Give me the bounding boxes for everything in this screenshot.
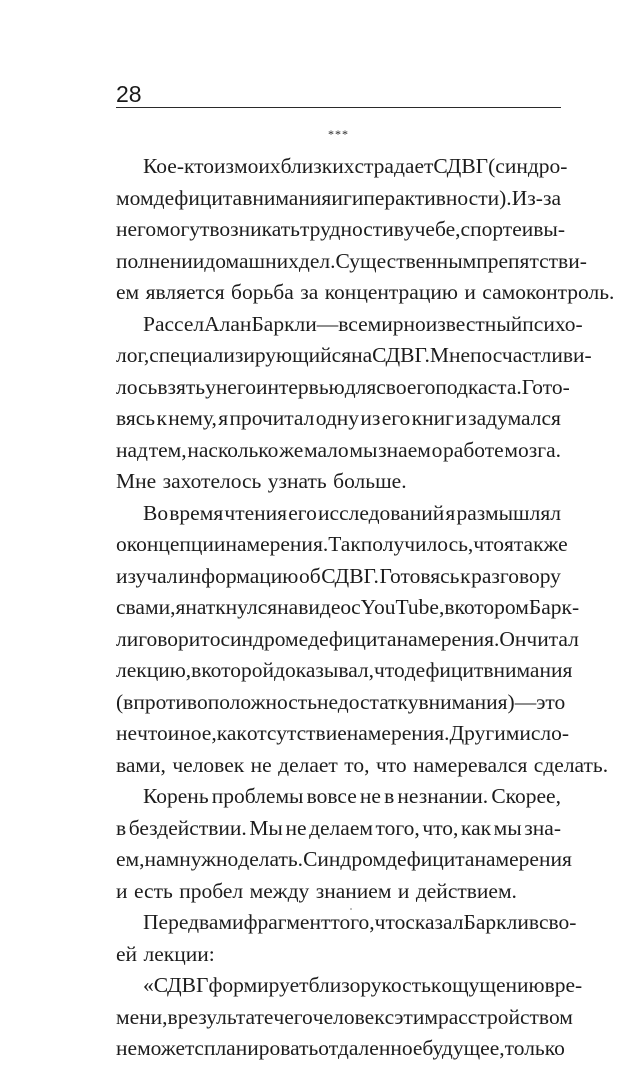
word: этим <box>394 1004 438 1029</box>
word: мало <box>303 437 349 462</box>
word: знанием <box>315 878 392 903</box>
word: него <box>116 217 157 241</box>
word: над <box>116 437 148 462</box>
text-line <box>116 529 568 561</box>
word: Барк- <box>528 595 580 619</box>
word: дефицита <box>153 185 243 210</box>
word: взять <box>157 374 206 399</box>
word: моих <box>234 154 281 178</box>
text-line <box>116 876 561 908</box>
word: в <box>444 595 455 619</box>
word: того, <box>330 910 375 934</box>
word: с <box>116 595 126 619</box>
text-line <box>116 750 609 782</box>
word: захотелось <box>162 469 262 493</box>
word: проблемы <box>211 784 304 808</box>
word: говорит <box>138 626 210 651</box>
word: ощущению <box>441 973 545 997</box>
word: делать. <box>238 847 304 871</box>
word: видео <box>298 595 352 619</box>
word: Другими <box>449 721 531 745</box>
word: его <box>381 406 411 430</box>
word: намеревался <box>413 752 528 777</box>
header-rule <box>116 107 561 108</box>
text-line <box>116 1002 573 1034</box>
word: на <box>351 343 373 367</box>
text-line <box>116 781 561 813</box>
word: YouTube, <box>360 595 445 619</box>
word: я <box>445 500 456 525</box>
word: лекцию, <box>116 658 192 682</box>
word: для <box>344 374 377 399</box>
word: Мы <box>249 815 283 840</box>
word: исследований <box>318 500 445 525</box>
word: из <box>214 154 235 178</box>
word: Во <box>143 500 169 525</box>
word: о <box>431 437 443 462</box>
word: «СДВГ <box>143 973 209 997</box>
word: лось <box>116 374 158 399</box>
word: Скорее, <box>491 784 561 808</box>
word: (в <box>116 689 134 714</box>
word: не <box>116 721 138 745</box>
word: лог, <box>116 343 150 367</box>
word: концепции <box>126 532 226 556</box>
word: пробел <box>179 878 244 903</box>
word: Синдром <box>303 847 387 871</box>
word: из <box>360 406 381 430</box>
word: специализирующийся <box>149 343 352 367</box>
word: котором <box>454 595 529 619</box>
word: подкаста. <box>435 374 522 399</box>
word: чтения <box>224 500 288 525</box>
word: чего <box>273 1004 313 1029</box>
word: я <box>175 595 186 619</box>
word: вре- <box>544 973 583 997</box>
word: будущее, <box>422 1036 505 1060</box>
word: намерения. <box>225 532 329 556</box>
word: доказывал, <box>274 658 375 682</box>
word: и <box>397 878 410 903</box>
word: к <box>430 973 442 997</box>
word: что <box>137 721 168 745</box>
text-line <box>116 624 579 656</box>
word: делает <box>278 752 338 777</box>
word: Рассел <box>143 311 205 336</box>
word: Баркли <box>251 311 317 336</box>
word: противоположность <box>133 689 317 714</box>
word: всемирно <box>338 311 426 336</box>
text-line <box>116 309 583 341</box>
word: недостатку <box>317 689 419 714</box>
word: мы <box>493 815 522 840</box>
word: Он <box>499 626 527 651</box>
text-line <box>116 970 583 1002</box>
word: ей <box>116 941 138 966</box>
word: человек <box>172 752 245 777</box>
word: расстройством <box>437 1004 573 1029</box>
word: размышлял <box>456 500 561 525</box>
word: — <box>316 311 339 336</box>
word: Так <box>328 532 361 556</box>
word: его <box>288 500 317 525</box>
word: что <box>374 910 406 934</box>
text-line <box>116 183 561 215</box>
word: отдаленное <box>318 1036 423 1060</box>
word: между <box>249 878 310 903</box>
text-line <box>116 277 615 309</box>
word: вами <box>199 910 244 934</box>
word: синдроме <box>220 626 309 651</box>
word: как <box>216 721 247 745</box>
word: об <box>298 563 321 588</box>
word: же <box>279 437 304 462</box>
text-line <box>116 1033 565 1065</box>
word: книг <box>411 406 454 430</box>
word: дефицита <box>308 626 397 651</box>
text-line <box>116 718 570 750</box>
word: своего <box>376 374 436 399</box>
word: иное, <box>167 721 217 745</box>
word: только <box>504 1036 565 1060</box>
word: страдает <box>354 154 434 178</box>
word: ем, <box>116 847 145 871</box>
word: на <box>277 595 299 619</box>
word: интервью <box>255 374 345 399</box>
word: у <box>205 374 216 399</box>
word: фрагмент <box>243 910 331 934</box>
text-line <box>116 561 561 593</box>
text-line <box>116 246 587 278</box>
word: мом <box>116 185 154 210</box>
word: что, <box>422 815 459 840</box>
word: как <box>461 815 492 840</box>
word: Мне <box>116 469 157 493</box>
text-line <box>116 939 561 971</box>
word: также <box>513 532 568 556</box>
word: намерения. <box>396 626 500 651</box>
word: сделать. <box>533 752 609 777</box>
word: я <box>504 532 514 556</box>
scan-speck <box>350 908 352 910</box>
word: вовсе <box>306 784 357 808</box>
word: дефицита <box>386 847 475 871</box>
word: в <box>167 1004 178 1029</box>
word: узнать <box>267 469 327 493</box>
word: и <box>331 185 343 210</box>
word: информацию <box>178 563 299 588</box>
word: — <box>514 689 537 714</box>
word: то, <box>344 752 370 777</box>
word: нужно <box>179 847 239 871</box>
word: знаем <box>378 437 431 462</box>
word: Существенным <box>335 248 477 273</box>
word: задумался <box>468 406 561 430</box>
word: Готовясь <box>379 563 460 588</box>
word: с <box>351 595 361 619</box>
text-line <box>116 844 572 876</box>
word: внимания <box>483 658 573 682</box>
word: и <box>116 878 128 903</box>
text-line <box>116 403 561 435</box>
word: человек <box>312 1004 385 1029</box>
word: результате <box>177 1004 274 1029</box>
word: сло- <box>530 721 570 745</box>
word: (синдро- <box>488 154 568 178</box>
word: и <box>521 217 534 241</box>
text-line <box>116 907 577 939</box>
word: внимания) <box>418 689 515 714</box>
word: препятстви- <box>476 248 587 273</box>
word: Перед <box>143 910 200 934</box>
word: прочитал <box>229 406 315 430</box>
word: и <box>464 280 476 304</box>
word: отсутствие <box>246 721 347 745</box>
word: не <box>116 1036 138 1060</box>
word: Из-за <box>511 185 561 210</box>
word: борьба <box>231 280 294 304</box>
word: работе <box>443 437 504 462</box>
word: гиперактивности). <box>343 185 512 210</box>
word: не <box>250 752 272 777</box>
word: это <box>536 689 566 714</box>
word: ем <box>116 280 140 304</box>
word: спорте <box>460 217 522 241</box>
word: Корень <box>143 784 209 808</box>
word: близорукость <box>308 973 431 997</box>
word: изучал <box>116 563 178 588</box>
word: близких <box>280 154 355 178</box>
word: в <box>393 217 404 241</box>
word: спланировать <box>194 1036 319 1060</box>
word: сво- <box>539 910 577 934</box>
text-line <box>116 340 592 372</box>
word: Баркли <box>463 910 529 934</box>
word: что <box>375 752 407 777</box>
page-number: 28 <box>116 81 142 107</box>
word: вами, <box>125 595 176 619</box>
word: внимания <box>242 185 332 210</box>
word: тем, <box>148 437 187 462</box>
word: есть <box>133 878 173 903</box>
word: психо- <box>522 311 583 336</box>
word: дел. <box>298 248 336 273</box>
word: в <box>116 815 127 840</box>
word: посчастливи- <box>470 343 592 367</box>
word: полнении <box>116 248 205 273</box>
text-line <box>116 592 580 624</box>
word: самоконтроль. <box>482 280 615 304</box>
text-line <box>116 151 568 183</box>
word: в <box>384 784 395 808</box>
text-line <box>116 435 561 467</box>
word: сказал <box>405 910 464 934</box>
word: концентрацию <box>324 280 458 304</box>
word: наткнулся <box>185 595 278 619</box>
word: Кое-кто <box>143 154 215 178</box>
word: читал <box>526 626 579 651</box>
word: мы <box>349 437 378 462</box>
word: дефицит <box>404 658 484 682</box>
word: СДВГ <box>433 154 489 178</box>
word: действием. <box>415 878 517 903</box>
text-line <box>116 214 566 246</box>
word: о <box>116 532 127 556</box>
word: Мне <box>429 343 470 367</box>
word: мозга. <box>504 437 561 462</box>
word: зна- <box>524 815 561 840</box>
word: формирует <box>208 973 309 997</box>
word: нам <box>144 847 180 871</box>
word: Алан <box>204 311 252 336</box>
word: могут <box>156 217 210 241</box>
text-line <box>116 687 566 719</box>
word: лекции: <box>143 941 215 966</box>
word: я <box>218 406 229 430</box>
word: с <box>384 1004 395 1029</box>
word: которой <box>201 658 275 682</box>
text-line <box>116 498 561 530</box>
word: в <box>191 658 202 682</box>
word: нему, <box>168 406 217 430</box>
word: вясь <box>116 406 156 430</box>
word: намерения <box>474 847 572 871</box>
word: того, <box>375 815 420 840</box>
word: учебе, <box>403 217 461 241</box>
text-line <box>116 655 573 687</box>
word: вы- <box>533 217 566 241</box>
word: что <box>473 532 504 556</box>
body-text <box>116 151 615 1065</box>
word: больше. <box>333 469 407 493</box>
word: возникать <box>209 217 300 241</box>
word: в <box>528 910 539 934</box>
word: не <box>359 784 381 808</box>
word: домашних <box>204 248 299 273</box>
word: делаем <box>309 815 373 840</box>
word: мени, <box>116 1004 168 1029</box>
word: трудности <box>300 217 394 241</box>
word: бездействии. <box>128 815 247 840</box>
word: что <box>374 658 405 682</box>
section-separator: *** <box>328 127 349 141</box>
word: намерения. <box>346 721 450 745</box>
word: насколько <box>187 437 279 462</box>
text-line <box>116 466 561 498</box>
word: известный <box>425 311 523 336</box>
text-line <box>116 813 561 845</box>
word: Гото- <box>521 374 570 399</box>
word: может <box>137 1036 195 1060</box>
word: и <box>455 406 467 430</box>
word: о <box>209 626 221 651</box>
word: время <box>169 500 224 525</box>
word: за <box>300 280 319 304</box>
word: не <box>285 815 307 840</box>
word: к <box>156 406 167 430</box>
word: является <box>145 280 225 304</box>
word: него <box>215 374 256 399</box>
word: ли <box>116 626 139 651</box>
text-line <box>116 372 570 404</box>
word: к <box>460 563 471 588</box>
word: вами, <box>116 752 166 777</box>
word: одну <box>315 406 360 430</box>
word: получилось, <box>360 532 474 556</box>
word: СДВГ. <box>372 343 430 367</box>
word: СДВГ. <box>321 563 379 588</box>
word: разговору <box>471 563 561 588</box>
word: незнании. <box>397 784 489 808</box>
